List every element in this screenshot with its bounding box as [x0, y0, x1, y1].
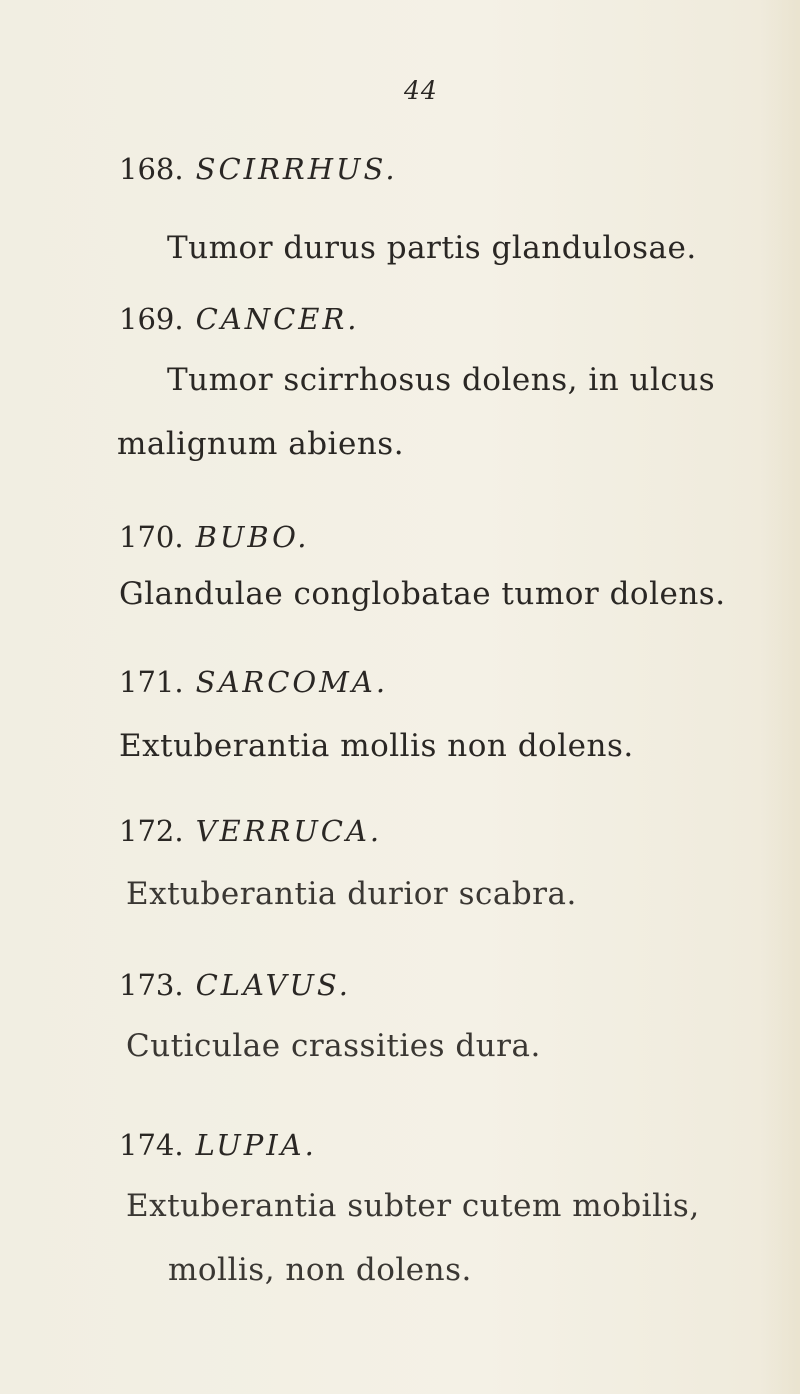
- entry-heading-171: [119, 665, 388, 699]
- definition-line: malignum abiens.: [117, 426, 405, 462]
- entry-definition-173: Cuticulae crassities dura.: [126, 1028, 541, 1064]
- entry-term: CLAVUS.: [195, 968, 351, 1002]
- entry-number: 170.: [119, 520, 184, 554]
- entry-heading-172: [119, 814, 382, 848]
- entry-definition-168: Tumor durus partis glandulosae.: [167, 230, 697, 266]
- entry-term: LUPIA.: [195, 1128, 317, 1162]
- entry-number: 173.: [119, 968, 184, 1002]
- entry-number: 174.: [119, 1128, 184, 1162]
- entry-definition-172: Extuberantia durior scabra.: [126, 876, 577, 912]
- entry-term: SCIRRHUS.: [195, 152, 398, 186]
- entry-heading-170: [119, 520, 309, 554]
- entry-number: 172.: [119, 814, 184, 848]
- entry-term: VERRUCA.: [195, 814, 383, 848]
- entry-heading-174: [119, 1128, 317, 1162]
- entry-definition-174: [126, 1174, 786, 1302]
- entry-definition-170: Glandulae conglobatae tumor dolens.: [119, 576, 726, 612]
- entry-term: BUBO.: [195, 520, 310, 554]
- entry-term: SARCOMA.: [195, 665, 389, 699]
- entry-number: 169.: [119, 302, 184, 336]
- entry-definition-171: Extuberantia mollis non dolens.: [119, 728, 634, 764]
- entry-number: 168.: [119, 152, 184, 186]
- entry-heading-173: [119, 968, 351, 1002]
- entry-heading-169: [119, 302, 360, 336]
- entry-definition-169: [117, 348, 787, 476]
- entry-term: CANCER.: [195, 302, 360, 336]
- page-number: 44: [404, 76, 438, 105]
- definition-line: Extuberantia subter cutem mobilis,: [126, 1188, 700, 1224]
- entry-heading-168: [119, 152, 398, 186]
- entry-number: 171.: [119, 665, 184, 699]
- definition-line: Tumor scirrhosus dolens, in ulcus: [167, 362, 716, 398]
- definition-line: mollis, non dolens.: [168, 1252, 472, 1288]
